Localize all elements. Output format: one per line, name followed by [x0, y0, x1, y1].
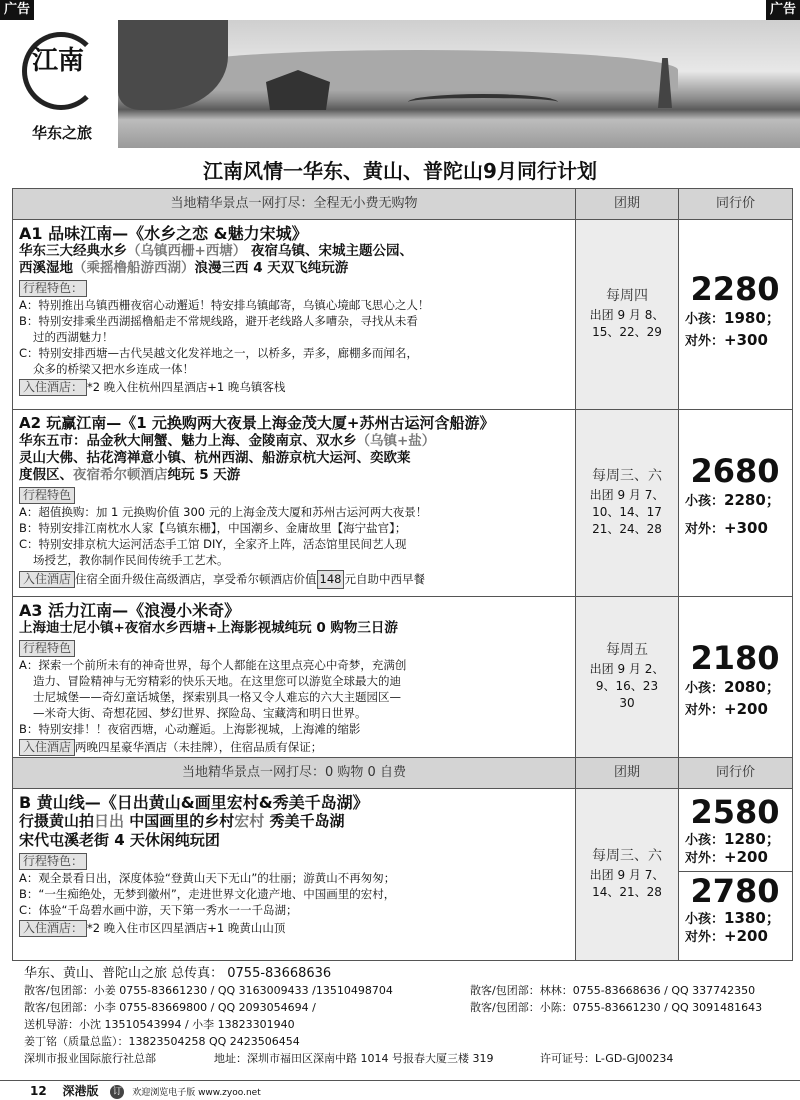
- hl-text: 宏村: [234, 812, 265, 830]
- hotel-value: 148: [317, 570, 345, 589]
- footer-title: 华东、黄山、普陀山之旅 总传真： 0755-83668636: [24, 966, 332, 981]
- feature-tag: 行程特色: [19, 487, 75, 504]
- feature-line: A：观全景看日出，深度体验“登黄山天下无山”的壮丽；游黄山不再匆匆；: [19, 871, 396, 885]
- table-header: [13, 189, 792, 220]
- feature-line: 场授艺，教你制作民间传统手工艺术。: [33, 553, 229, 567]
- tour-highlight: [19, 433, 569, 450]
- hotel-text: *2 晚入住市区四星酒店+1 晚黄山山顶: [87, 921, 286, 935]
- date-line: 出团 9 月 8、: [589, 308, 665, 322]
- hotel-tag: 入住酒店：: [19, 920, 87, 937]
- price-ext: [685, 518, 792, 540]
- price-value: 2080；: [724, 678, 781, 696]
- hl-text: 秀美千岛湖: [264, 812, 345, 830]
- landscape-photo: [118, 20, 800, 148]
- header-price: 同行价: [715, 196, 755, 211]
- hotel-line: [19, 570, 569, 589]
- date-line: 15、22、29: [592, 325, 662, 339]
- price-main-2: 2780: [690, 872, 780, 910]
- feature-line: A：特别推出乌镇西栅夜宿心动邂逅！特安排乌镇邮寄，乌镇心境邮飞思心之人！: [19, 298, 430, 312]
- feature-line: B：特别安排江南枕水人家【乌镇东栅】，中国潮乡、金庸故里【海宁盐官】；: [19, 521, 407, 535]
- feature-line: B：特别安排！！夜宿西塘，心动邂逅。上海影视城，上海滩的缩影: [19, 722, 361, 736]
- tour-dates: [576, 410, 679, 596]
- weekday: 每周四: [606, 288, 648, 304]
- license-number: 许可证号：L-GD-GJ00234: [540, 1052, 674, 1065]
- price-value: 2280；: [724, 491, 781, 509]
- logo-text: 江南: [32, 46, 85, 76]
- tour-row-a1: [13, 220, 792, 410]
- tour-title: A2 玩赢江南—《1 元换购两大夜景上海金茂大厦+苏州古运河含船游》: [19, 414, 495, 432]
- hotel-text: 住宿全面升级住高级酒店，享受希尔顿酒店价值: [75, 572, 317, 586]
- hotel-line: [19, 920, 569, 937]
- tour-dates: [576, 597, 679, 757]
- feature-line: 士尼城堡——奇幻童话城堡，探索别具一格又令人难忘的六大主题园区—: [33, 690, 401, 704]
- price-value: +200: [724, 700, 768, 718]
- website-text: 欢迎浏览电子版 www.zyoo.net: [132, 1088, 261, 1098]
- brand-subtitle: 华东之旅: [31, 124, 92, 142]
- price-child: [685, 910, 792, 928]
- price-label: 对外：: [685, 851, 725, 866]
- hl-text: 西溪湿地: [19, 260, 73, 276]
- agency-name: 深圳市报业国际旅行社总部: [24, 1052, 156, 1065]
- hotel-tag: 入住酒店: [19, 739, 75, 756]
- header-desc: 当地精华景点一网打尽：全程无小费无购物: [13, 189, 576, 219]
- tour-highlight: [19, 467, 569, 484]
- price-ext: [679, 849, 792, 872]
- tour-row-a3: [13, 597, 792, 758]
- hl-text: 日出: [94, 812, 125, 830]
- hl-text: 华东三大经典水乡: [19, 243, 127, 259]
- price-main: 2180: [690, 639, 780, 677]
- tour-title: A1 品味江南—《水乡之恋 &魅力宋城》: [19, 224, 308, 243]
- tour-highlight: 灵山大佛、拈花湾禅意小镇、杭州西湖、船游京杭大运河、奕欧莱: [19, 450, 411, 466]
- contact-text: 散客/包团部：林林：0755-83668636 / QQ 337742350: [470, 984, 756, 997]
- hl-text: （乌镇西栅+西塘）: [127, 243, 247, 259]
- price-child: [685, 677, 792, 699]
- contact-line: [24, 1050, 784, 1067]
- hero-banner: [0, 18, 800, 150]
- header-desc: 当地精华景点一网打尽：0 购物 0 自费: [13, 758, 576, 788]
- price-main: 2280: [690, 270, 780, 308]
- feature-tag: 行程特色：: [19, 853, 87, 870]
- price-ext: [685, 699, 792, 721]
- tour-highlight: 上海迪士尼小镇+夜宿水乡西塘+上海影视城纯玩 0 购物三日游: [19, 620, 398, 636]
- contact-line: 送机导游：小沈 13510543994 / 小李 13823301940: [24, 1018, 295, 1031]
- price-child: [685, 831, 792, 849]
- price-label: 小孩：: [685, 833, 725, 848]
- hl-text: 行摄黄山拍: [19, 812, 95, 830]
- price-label: 对外：: [685, 334, 725, 349]
- price-value: 1980；: [724, 309, 781, 327]
- page-title: 江南风情一华东、黄山、普陀山9月同行计划: [203, 159, 597, 183]
- price-value: +200: [724, 927, 768, 945]
- brand-logo: [8, 24, 116, 148]
- contact-text: 散客/包团部：小陈：0755-83661230 / QQ 3091481643: [470, 1001, 763, 1014]
- header-price: 同行价: [715, 765, 755, 780]
- hotel-line: [19, 379, 569, 396]
- feature-line: A：超值换购：加 1 元换购价值 300 元的上海金茂大厦和苏州古运河两大夜景！: [19, 505, 428, 519]
- tour-highlight: 宋代屯溪老街 4 天休闲纯玩团: [19, 831, 220, 849]
- tour-prices: [679, 220, 792, 409]
- price-ext: [685, 928, 792, 946]
- price-value: 1380；: [724, 909, 781, 927]
- hl-text: 华东五市：品金秋大闸蟹、魅力上海、金陵南京、双水乡: [19, 433, 357, 449]
- date-line: 14、21、28: [592, 885, 662, 899]
- mountain-shape: [158, 50, 678, 90]
- bridge-shape: [408, 94, 558, 110]
- hotel-line: [19, 739, 569, 756]
- price-value: +300: [724, 519, 768, 537]
- hl-text: 纯玩 5 天游: [167, 467, 241, 483]
- tour-dates: [576, 220, 679, 409]
- price-child: [685, 308, 792, 330]
- feature-line: —米奇大街、奇想花园、梦幻世界、探险岛、宝藏湾和明日世界。: [33, 706, 367, 720]
- tour-prices: [679, 789, 792, 960]
- feature-line: C：特别安排京杭大运河活态手工馆 DIY，全家齐上阵，活态馆里民间艺人现: [19, 537, 407, 551]
- hotel-text: 两晚四星豪华酒店（未挂牌），住宿品质有保证；: [75, 740, 323, 754]
- feature-tag: 行程特色: [19, 640, 75, 657]
- date-line: 出团 9 月 2、: [589, 662, 665, 676]
- feature-line: 过的西湖魅力！: [33, 330, 114, 344]
- tour-title: B 黄山线—《日出黄山&画里宏村&秀美千岛湖》: [19, 793, 369, 812]
- feature-tag: 行程特色：: [19, 280, 87, 297]
- date-line: 出团 9 月 7、: [589, 868, 665, 882]
- tour-row-a2: [13, 410, 792, 597]
- ad-label-left: 广告: [0, 0, 34, 20]
- price-label: 小孩：: [685, 494, 725, 509]
- tour-highlight: [19, 260, 569, 277]
- date-line: 30: [619, 696, 635, 710]
- hotel-tag: 入住酒店: [19, 571, 75, 588]
- tour-title: A3 活力江南—《浪漫小米奇》: [19, 601, 241, 620]
- hl-text: 浪漫三西 4 天双飞纯玩游: [194, 260, 349, 276]
- price-label: 对外：: [685, 703, 725, 718]
- date-line: 10、14、17: [592, 505, 662, 519]
- tree-shape: [118, 20, 228, 110]
- feature-line: A：探索一个前所未有的神奇世界，每个人都能在这里点亮心中奇梦，充满创: [19, 658, 407, 672]
- tour-prices: [679, 597, 792, 757]
- hotel-text: 元自助中西早餐: [344, 572, 425, 586]
- tour-row-b: [13, 789, 792, 960]
- price-child: [685, 490, 792, 512]
- hl-text: 夜宿希尔顿酒店: [73, 467, 168, 483]
- feature-line: B：“一生痴绝处，无梦到徽州”，走进世界文化遗产地、中国画里的宏村，: [19, 887, 396, 901]
- price-label: 对外：: [685, 930, 725, 945]
- contact-line: [24, 999, 784, 1016]
- price-label: 对外：: [685, 522, 725, 537]
- price-value: +200: [724, 848, 768, 866]
- contact-line: [24, 982, 784, 999]
- price-label: 小孩：: [685, 912, 725, 927]
- date-line: 出团 9 月 7、: [589, 488, 665, 502]
- contact-text: 散客/包团部：小李 0755-83669800 / QQ 2093054694 /: [24, 1001, 316, 1014]
- price-main: 2580: [690, 793, 780, 831]
- tour-content: [13, 220, 576, 409]
- header-dates: 团期: [576, 758, 679, 788]
- feature-line: 众多的桥梁又把水乡连成一体！: [33, 362, 194, 376]
- feature-line: C：特别安排西塘—古代吴越文化发祥地之一，以桥多，弄多，廊棚多而闻名，: [19, 346, 419, 360]
- weekday: 每周三、六: [592, 468, 662, 484]
- hl-text: 夜宿乌镇、宋城主题公园、: [246, 243, 414, 259]
- hl-text: （乌镇+盐）: [356, 433, 436, 449]
- page-number: 12: [30, 1084, 47, 1098]
- hl-text: 中国画里的乡村: [124, 812, 235, 830]
- contact-text: 散客/包团部：小姜 0755-83661230 / QQ 3163009433 /13510498704: [24, 984, 393, 997]
- tour-highlight: [19, 812, 569, 831]
- tour-content: [13, 410, 576, 596]
- tour-highlight: [19, 243, 569, 260]
- price-value: +300: [724, 331, 768, 349]
- hotel-text: *2 晚入住杭州四星酒店+1 晚乌镇客栈: [87, 380, 286, 394]
- price-label: 小孩：: [685, 681, 725, 696]
- ad-label-right: 广告: [766, 0, 800, 20]
- weekday: 每周三、六: [592, 848, 662, 864]
- hl-text: （乘摇橹船游西湖）: [73, 260, 195, 276]
- date-line: 21、24、28: [592, 522, 662, 536]
- tour-prices: [679, 410, 792, 596]
- feature-line: 造力、冒险精神与无穷精彩的快乐天地。在这里您可以游览全球最大的迪: [33, 674, 401, 688]
- weekday: 每周五: [606, 642, 648, 658]
- price-main: 2680: [690, 452, 780, 490]
- tour-content: [13, 597, 576, 757]
- hotel-tag: 入住酒店：: [19, 379, 87, 396]
- price-ext: [685, 330, 792, 352]
- feature-line: B：特别安排乘坐西湖摇橹船走不常规线路，避开老线路人多嘈杂，寻找从未看: [19, 314, 418, 328]
- header-dates: 团期: [576, 189, 679, 219]
- edition-badge-icon: 订: [110, 1085, 124, 1099]
- edition-label: 深港版: [62, 1084, 99, 1098]
- page-footer-bar: [0, 1080, 800, 1100]
- table-header-2: [13, 758, 792, 789]
- feature-line: C：体验“千岛碧水画中游，天下第一秀水一一千岛湖；: [19, 903, 298, 917]
- tour-dates: [576, 789, 679, 960]
- price-label: 小孩：: [685, 312, 725, 327]
- price-value: 1280；: [724, 830, 781, 848]
- tour-table: [12, 188, 793, 961]
- contact-footer: [24, 965, 784, 1067]
- hl-text: 度假区、: [19, 467, 73, 483]
- contact-line: 姜丁铭（质量总监）：13823504258 QQ 2423506454: [24, 1035, 300, 1048]
- date-line: 9、16、23: [595, 679, 659, 693]
- agency-address: 地址：深圳市福田区深南中路 1014 号报春大厦三楼 319: [214, 1052, 494, 1065]
- tour-content: [13, 789, 576, 960]
